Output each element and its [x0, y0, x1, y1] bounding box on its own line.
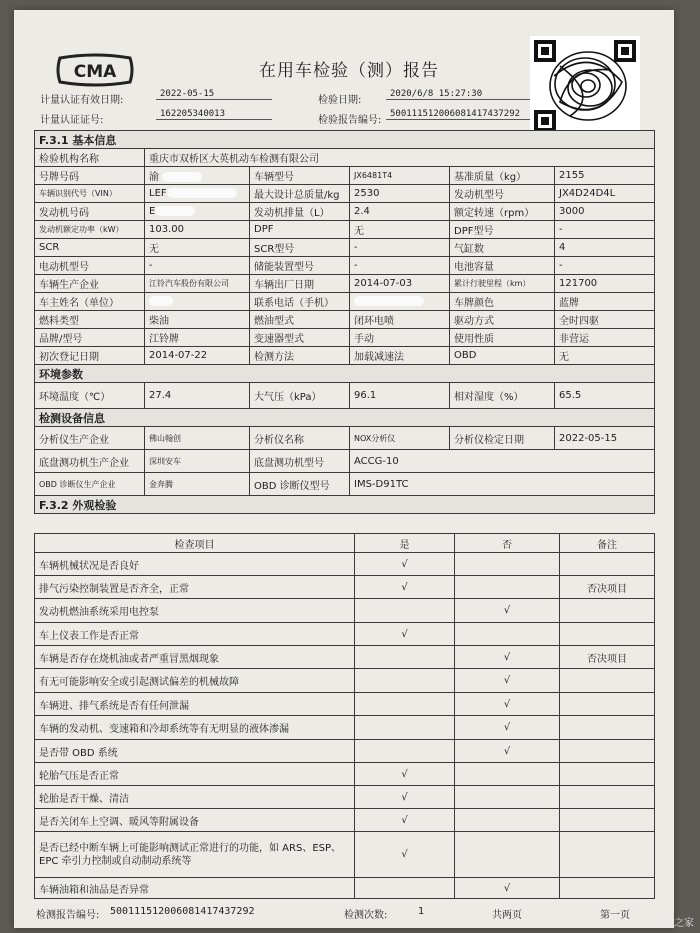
check-cell-yes — [355, 740, 455, 763]
field-label: 分析仪检定日期 — [450, 427, 555, 450]
check-cell-no — [455, 832, 560, 878]
check-cell-yes: √ — [355, 809, 455, 832]
field-value: 2022-05-15 — [555, 427, 655, 450]
field-label: 累计行驶里程（km） — [450, 275, 555, 293]
check-cell-yes: √ — [355, 623, 455, 646]
field-value: JX4D24D4L — [555, 185, 655, 203]
field-label: OBD 诊断仪生产企业 — [35, 473, 145, 496]
field-label: 储能装置型号 — [250, 257, 350, 275]
table-row — [35, 669, 655, 693]
field-label: 号牌号码 — [35, 167, 145, 185]
inspection-note — [560, 740, 655, 763]
table-row — [35, 786, 655, 809]
table-row — [35, 809, 655, 832]
inspection-item: 车上仪表工作是否正常 — [35, 623, 355, 646]
field-label: 相对湿度（%） — [450, 383, 555, 409]
field-label: 变速器型式 — [250, 329, 350, 347]
field-value: 佛山翰创 — [145, 427, 250, 450]
field-value: 蓝牌 — [555, 293, 655, 311]
column-header: 是 — [355, 534, 455, 553]
report-title: 在用车检验（测）报告 — [259, 61, 439, 81]
field-label: 气缸数 — [450, 239, 555, 257]
field-value: 非营运 — [555, 329, 655, 347]
field-label: 车辆出厂日期 — [250, 275, 350, 293]
field-value: 闭环电喷 — [350, 311, 450, 329]
report-number-value: 500111512006081417437292 — [386, 109, 530, 120]
footer-inspection-count: 1 — [418, 906, 425, 917]
field-label: OBD 诊断仪型号 — [250, 473, 350, 496]
field-value: - — [555, 257, 655, 275]
appearance-table — [34, 533, 655, 899]
inspection-note — [560, 623, 655, 646]
section-title-basic: F.3.1 基本信息 — [35, 131, 655, 149]
check-cell-no — [455, 623, 560, 646]
field-value: JX6481T4 — [350, 167, 450, 185]
field-value: 103.00 — [145, 221, 250, 239]
field-value: - — [555, 221, 655, 239]
field-value: 无 — [145, 239, 250, 257]
footer-inspection-count-label: 检测次数: — [344, 910, 388, 921]
field-value: 2.4 — [350, 203, 450, 221]
table-row — [35, 576, 655, 599]
field-value: 渝 — [145, 167, 250, 185]
column-header: 备注 — [560, 534, 655, 553]
field-label: 电池容量 — [450, 257, 555, 275]
check-cell-no: √ — [455, 693, 560, 716]
watermark: 汽车之家 — [654, 918, 694, 929]
field-value: 121700 — [555, 275, 655, 293]
check-cell-yes: √ — [355, 553, 455, 576]
section-title-appearance: F.3.2 外观检验 — [35, 496, 655, 514]
field-label: 发动机额定功率（kW） — [35, 221, 145, 239]
field-label: DPF — [250, 221, 350, 239]
inspection-note: 否决项目 — [560, 576, 655, 599]
field-value: 27.4 — [145, 383, 250, 409]
field-value: NOX分析仪 — [350, 427, 450, 450]
inspection-item: 轮胎是否干燥、清洁 — [35, 786, 355, 809]
field-value: - — [350, 239, 450, 257]
check-cell-no — [455, 809, 560, 832]
field-label: 燃料类型 — [35, 311, 145, 329]
field-label: SCR — [35, 239, 145, 257]
inspection-item: 排气污染控制装置是否齐全，正常 — [35, 576, 355, 599]
field-value: 无 — [555, 347, 655, 365]
cert-number-value: 162205340013 — [156, 109, 272, 120]
field-label: 车主姓名（单位） — [35, 293, 145, 311]
field-label: 发动机型号 — [450, 185, 555, 203]
cert-valid-date-label: 计量认证有效日期: — [40, 95, 124, 106]
field-label: DPF型号 — [450, 221, 555, 239]
check-cell-yes — [355, 669, 455, 693]
redaction-mark — [354, 296, 424, 306]
field-label: 底盘测功机型号 — [250, 450, 350, 473]
table-row — [35, 646, 655, 669]
basic-info-table — [34, 130, 655, 514]
check-cell-yes — [355, 693, 455, 716]
check-cell-no: √ — [455, 599, 560, 623]
field-label: 发动机号码 — [35, 203, 145, 221]
inspection-item: 车辆进、排气系统是否有任何泄漏 — [35, 693, 355, 716]
field-value: - — [350, 257, 450, 275]
check-cell-no: √ — [455, 646, 560, 669]
field-value: 柴油 — [145, 311, 250, 329]
field-label: SCR型号 — [250, 239, 350, 257]
field-value: - — [145, 257, 250, 275]
table-row — [35, 832, 655, 878]
table-row — [35, 763, 655, 786]
inspection-date-value: 2020/6/8 15:27:30 — [386, 89, 530, 100]
field-label: 车辆识别代号（VIN） — [35, 185, 145, 203]
field-value: 深圳安车 — [145, 450, 250, 473]
field-label: 车牌颜色 — [450, 293, 555, 311]
field-value: 无 — [350, 221, 450, 239]
inspection-note — [560, 599, 655, 623]
field-value: 加载减速法 — [350, 347, 450, 365]
check-cell-yes: √ — [355, 576, 455, 599]
field-value: IMS-D91TC — [350, 473, 655, 496]
inspection-note — [560, 878, 655, 899]
qr-code-icon — [530, 36, 640, 136]
check-cell-no: √ — [455, 716, 560, 740]
footer-report-number: 500111512006081417437292 — [110, 906, 255, 917]
field-value: 2014-07-22 — [145, 347, 250, 365]
inspection-item: 车辆机械状况是否良好 — [35, 553, 355, 576]
redaction-mark — [155, 206, 195, 216]
inspection-note — [560, 716, 655, 740]
inspection-item: 轮胎气压是否正常 — [35, 763, 355, 786]
field-value: 2014-07-03 — [350, 275, 450, 293]
check-cell-yes — [355, 646, 455, 669]
footer-page: 第一页 — [600, 910, 630, 921]
report-number-label: 检验报告编号: — [318, 115, 382, 126]
check-cell-no — [455, 553, 560, 576]
check-cell-no — [455, 576, 560, 599]
field-value: 2155 — [555, 167, 655, 185]
field-label: 使用性质 — [450, 329, 555, 347]
inspection-item: 车辆油箱和油品是否异常 — [35, 878, 355, 899]
field-label: 车辆生产企业 — [35, 275, 145, 293]
check-cell-yes: √ — [355, 786, 455, 809]
field-label: 底盘测功机生产企业 — [35, 450, 145, 473]
section-title-environment: 环境参数 — [35, 365, 655, 383]
field-label: OBD — [450, 347, 555, 365]
check-cell-no: √ — [455, 669, 560, 693]
inspection-item: 是否关闭车上空调、暖风等附属设备 — [35, 809, 355, 832]
field-label: 车辆型号 — [250, 167, 350, 185]
cert-number-label: 计量认证证号: — [40, 115, 104, 126]
check-cell-yes: √ — [355, 832, 455, 878]
inspection-item: 是否带 OBD 系统 — [35, 740, 355, 763]
inspection-note — [560, 809, 655, 832]
inspection-item: 发动机燃油系统采用电控泵 — [35, 599, 355, 623]
field-value: 96.1 — [350, 383, 450, 409]
field-value: 金奔腾 — [145, 473, 250, 496]
table-row — [35, 623, 655, 646]
field-label: 大气压（kPa） — [250, 383, 350, 409]
redaction-mark — [167, 188, 237, 198]
redaction-mark — [149, 296, 173, 306]
table-row — [35, 693, 655, 716]
field-value: 2530 — [350, 185, 450, 203]
inspection-note — [560, 832, 655, 878]
field-value: 65.5 — [555, 383, 655, 409]
field-label: 检验机构名称 — [35, 149, 145, 167]
inspection-note — [560, 786, 655, 809]
report-sheet — [14, 10, 674, 928]
footer-report-number-label: 检测报告编号: — [36, 910, 100, 921]
field-label: 额定转速（rpm） — [450, 203, 555, 221]
inspection-item: 是否已经中断车辆上可能影响测试正常进行的功能，如 ARS、ESP、EPC 牵引力控制或自动制动系统等 — [35, 832, 355, 878]
field-label: 分析仪名称 — [250, 427, 350, 450]
check-cell-no — [455, 763, 560, 786]
column-header: 否 — [455, 534, 560, 553]
inspection-date-label: 检验日期: — [318, 95, 362, 106]
inspection-note — [560, 693, 655, 716]
field-value — [350, 293, 450, 311]
field-label: 基准质量（kg） — [450, 167, 555, 185]
check-cell-yes — [355, 599, 455, 623]
inspection-item: 车辆是否存在烧机油或者严重冒黑烟现象 — [35, 646, 355, 669]
check-cell-no: √ — [455, 740, 560, 763]
check-cell-yes: √ — [355, 763, 455, 786]
cma-logo — [52, 50, 138, 90]
field-label: 最大设计总质量/kg — [250, 185, 350, 203]
field-value: E — [145, 203, 250, 221]
field-value-agency: 重庆市双桥区大英机动车检测有限公司 — [145, 149, 655, 167]
field-label: 燃油型式 — [250, 311, 350, 329]
field-label: 初次登记日期 — [35, 347, 145, 365]
table-row — [35, 716, 655, 740]
table-row — [35, 553, 655, 576]
field-value — [145, 293, 250, 311]
check-cell-no — [455, 786, 560, 809]
check-cell-no: √ — [455, 878, 560, 899]
field-value: 江铃牌 — [145, 329, 250, 347]
field-label: 环境温度（℃） — [35, 383, 145, 409]
field-value: 手动 — [350, 329, 450, 347]
field-value: 4 — [555, 239, 655, 257]
section-title-equipment: 检测设备信息 — [35, 409, 655, 427]
field-label: 驱动方式 — [450, 311, 555, 329]
check-cell-yes — [355, 878, 455, 899]
cma-logo-text: CMA — [73, 62, 117, 82]
field-value: 全时四驱 — [555, 311, 655, 329]
inspection-note — [560, 763, 655, 786]
table-row — [35, 878, 655, 899]
inspection-item: 有无可能影响安全或引起测试偏差的机械故障 — [35, 669, 355, 693]
field-label: 品牌/型号 — [35, 329, 145, 347]
field-value: LEF — [145, 185, 250, 203]
field-label: 发动机排量（L） — [250, 203, 350, 221]
inspection-note: 否决项目 — [560, 646, 655, 669]
field-value: 3000 — [555, 203, 655, 221]
inspection-note — [560, 553, 655, 576]
field-label: 电动机型号 — [35, 257, 145, 275]
redaction-mark — [162, 172, 202, 182]
inspection-item: 车辆的发动机、变速箱和冷却系统等有无明显的液体渗漏 — [35, 716, 355, 740]
cert-valid-date-value: 2022-05-15 — [156, 89, 272, 100]
footer-total-pages: 共两页 — [492, 910, 522, 921]
check-cell-yes — [355, 716, 455, 740]
field-label: 分析仪生产企业 — [35, 427, 145, 450]
inspection-note — [560, 669, 655, 693]
field-label: 检测方法 — [250, 347, 350, 365]
field-value: 江铃汽车股份有限公司 — [145, 275, 250, 293]
table-row — [35, 740, 655, 763]
field-value: ACCG-10 — [350, 450, 655, 473]
column-header: 检查项目 — [35, 534, 355, 553]
table-row — [35, 599, 655, 623]
field-label: 联系电话（手机） — [250, 293, 350, 311]
